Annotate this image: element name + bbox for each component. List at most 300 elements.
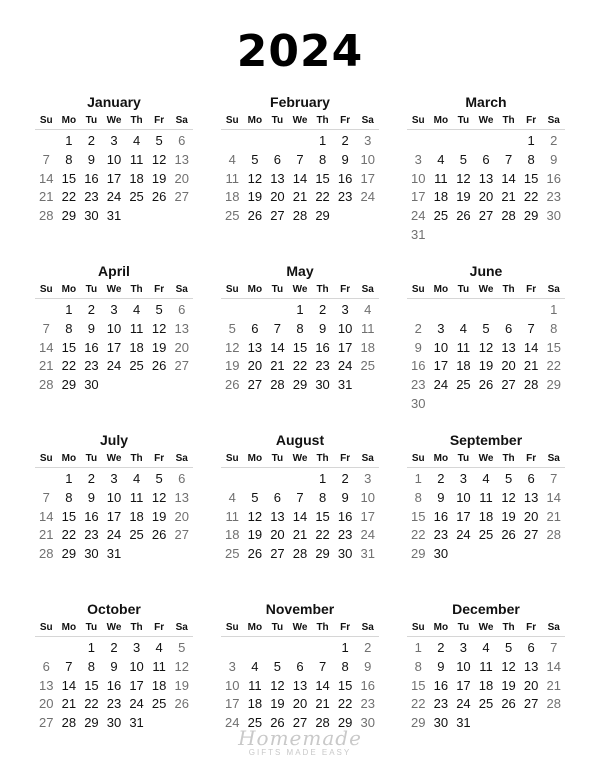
- day-cell: 16: [360, 677, 375, 693]
- month-name: August: [275, 432, 325, 448]
- empty-cell: [430, 301, 453, 320]
- weekday-label: Tu: [271, 453, 284, 464]
- day-cell: 4: [228, 489, 236, 505]
- day-grid: [221, 468, 379, 564]
- month-september: [407, 430, 565, 599]
- day-cell: 2: [318, 302, 327, 317]
- day-cell: 10: [360, 151, 375, 167]
- day-cell: 25: [433, 208, 449, 224]
- logo-script-text: Homemade: [238, 726, 362, 750]
- day-cell: 26: [478, 377, 494, 393]
- day-cell: 13: [523, 658, 539, 674]
- weekday-label: Fr: [154, 622, 165, 633]
- day-cell: 18: [360, 339, 375, 355]
- day-cell: 26: [501, 527, 516, 543]
- month-february: [221, 92, 379, 261]
- day-cell: 6: [178, 133, 186, 148]
- day-cell: 22: [315, 527, 330, 543]
- day-cell: 2: [437, 640, 445, 655]
- day-cell: 4: [132, 471, 141, 486]
- weekday-header: [221, 283, 379, 299]
- day-cell: 26: [247, 546, 263, 562]
- day-cell: 15: [61, 170, 77, 186]
- day-cell: 23: [411, 377, 426, 393]
- weekday-label: Fr: [526, 453, 537, 464]
- day-cell: 20: [39, 696, 54, 712]
- day-cell: 7: [296, 489, 304, 505]
- weekday-label: Fr: [526, 622, 537, 633]
- day-cell: 30: [337, 546, 353, 562]
- day-cell: 21: [292, 527, 308, 543]
- day-cell: 10: [433, 339, 449, 355]
- day-cell: 20: [270, 189, 285, 205]
- day-cell: 26: [151, 189, 167, 205]
- day-cell: 17: [456, 677, 471, 693]
- empty-cell: [289, 639, 312, 658]
- day-cell: 5: [504, 640, 513, 655]
- day-cell: 15: [61, 508, 77, 524]
- day-cell: 4: [132, 302, 141, 317]
- day-cell: 22: [61, 527, 77, 543]
- day-cell: 17: [411, 189, 426, 205]
- day-cell: 28: [39, 546, 54, 562]
- month-name: October: [87, 601, 141, 617]
- day-cell: 8: [87, 658, 96, 674]
- day-cell: 1: [87, 640, 96, 655]
- empty-cell: [289, 132, 312, 151]
- day-cell: 13: [270, 170, 285, 186]
- day-cell: 5: [482, 320, 490, 336]
- weekday-label: We: [292, 115, 308, 126]
- day-cell: 28: [546, 696, 561, 712]
- day-cell: 20: [523, 677, 539, 693]
- weekday-label: Su: [39, 622, 53, 633]
- weekday-label: We: [292, 622, 308, 633]
- weekday-header: [221, 114, 379, 130]
- day-cell: 8: [341, 658, 349, 674]
- day-cell: 19: [478, 358, 494, 374]
- day-cell: 28: [61, 715, 77, 731]
- day-cell: 25: [456, 377, 471, 393]
- weekday-label: Mo: [433, 115, 449, 126]
- day-cell: 19: [247, 189, 263, 205]
- day-cell: 12: [225, 339, 240, 355]
- day-cell: 26: [456, 208, 471, 224]
- day-cell: 13: [501, 339, 516, 355]
- day-cell: 12: [456, 170, 471, 186]
- day-cell: 3: [110, 302, 118, 317]
- weekday-label: Tu: [271, 115, 284, 126]
- day-cell: 26: [174, 696, 189, 712]
- empty-cell: [452, 132, 475, 151]
- day-cell: 24: [106, 527, 122, 543]
- day-cell: 20: [174, 170, 189, 186]
- empty-cell: [266, 132, 289, 151]
- weekday-label: Sa: [547, 622, 560, 633]
- day-cell: 3: [228, 658, 236, 674]
- weekday-label: Fr: [154, 284, 165, 295]
- day-cell: 5: [155, 302, 163, 317]
- day-cell: 30: [84, 546, 99, 562]
- weekday-label: Su: [411, 115, 425, 126]
- day-cell: 7: [42, 151, 50, 167]
- weekday-label: Tu: [271, 622, 284, 633]
- empty-cell: [35, 639, 58, 658]
- day-cell: 10: [225, 677, 240, 693]
- day-cell: 31: [360, 546, 375, 562]
- weekday-label: Tu: [271, 284, 284, 295]
- month-june: [407, 261, 565, 430]
- day-cell: 5: [251, 489, 259, 505]
- day-cell: 22: [546, 358, 561, 374]
- month-name: May: [286, 263, 314, 279]
- day-cell: 18: [478, 677, 494, 693]
- day-cell: 11: [479, 489, 493, 505]
- day-cell: 7: [42, 320, 50, 336]
- day-cell: 16: [433, 677, 449, 693]
- weekday-label: Mo: [61, 622, 77, 633]
- empty-cell: [266, 639, 289, 658]
- day-cell: 27: [174, 527, 189, 543]
- day-cell: 24: [106, 189, 122, 205]
- day-cell: 11: [225, 170, 240, 186]
- day-cell: 26: [247, 208, 263, 224]
- day-cell: 11: [129, 489, 144, 505]
- day-cell: 22: [315, 189, 330, 205]
- day-cell: 11: [248, 677, 262, 693]
- day-cell: 9: [341, 151, 349, 167]
- day-grid: [35, 130, 193, 226]
- day-cell: 6: [527, 640, 535, 655]
- day-cell: 4: [482, 640, 490, 655]
- day-cell: 25: [129, 189, 144, 205]
- empty-cell: [266, 301, 289, 320]
- day-cell: 18: [456, 358, 471, 374]
- weekday-label: We: [106, 115, 122, 126]
- weekday-label: Sa: [547, 115, 560, 126]
- day-cell: 23: [84, 189, 99, 205]
- day-cell: 29: [411, 546, 426, 562]
- day-cell: 17: [337, 339, 353, 355]
- weekday-label: Sa: [175, 453, 188, 464]
- day-cell: 3: [110, 471, 118, 486]
- day-cell: 9: [87, 151, 96, 167]
- weekday-label: Su: [411, 284, 425, 295]
- day-grid: [221, 130, 379, 226]
- day-cell: 6: [42, 658, 50, 674]
- day-cell: 11: [129, 151, 144, 167]
- day-cell: 25: [478, 696, 494, 712]
- day-cell: 20: [247, 358, 263, 374]
- month-name: January: [87, 94, 141, 110]
- day-cell: 23: [546, 189, 561, 205]
- day-cell: 27: [523, 696, 539, 712]
- day-cell: 30: [411, 395, 426, 411]
- day-cell: 9: [364, 658, 372, 674]
- weekday-label: Fr: [340, 284, 351, 295]
- day-cell: 5: [251, 151, 259, 167]
- day-cell: 29: [337, 715, 353, 731]
- weekday-label: Th: [316, 453, 329, 464]
- day-cell: 3: [132, 640, 141, 655]
- day-cell: 23: [360, 696, 375, 712]
- empty-cell: [221, 639, 244, 658]
- day-cell: 16: [84, 508, 99, 524]
- day-cell: 6: [527, 471, 535, 486]
- day-cell: 1: [414, 640, 422, 655]
- day-cell: 31: [456, 715, 471, 731]
- logo-tagline: GIFTS MADE EASY: [248, 748, 352, 757]
- day-cell: 19: [501, 508, 516, 524]
- day-cell: 20: [270, 527, 285, 543]
- day-cell: 18: [129, 508, 144, 524]
- day-cell: 21: [39, 189, 54, 205]
- day-cell: 25: [360, 358, 375, 374]
- day-cell: 9: [341, 489, 349, 505]
- day-cell: 21: [39, 358, 54, 374]
- day-cell: 9: [414, 339, 422, 355]
- day-cell: 28: [546, 527, 561, 543]
- day-cell: 25: [129, 527, 144, 543]
- weekday-header: [407, 621, 565, 637]
- day-cell: 11: [225, 508, 240, 524]
- weekday-label: Mo: [247, 284, 263, 295]
- day-cell: 6: [482, 151, 490, 167]
- day-cell: 23: [84, 358, 99, 374]
- weekday-label: Th: [502, 453, 515, 464]
- weekday-label: Mo: [433, 453, 449, 464]
- weekday-label: We: [478, 284, 494, 295]
- day-cell: 6: [178, 302, 186, 317]
- empty-cell: [244, 301, 267, 320]
- day-cell: 16: [433, 508, 449, 524]
- day-cell: 24: [456, 696, 471, 712]
- month-name: June: [469, 263, 503, 279]
- month-august: [221, 430, 379, 599]
- day-cell: 28: [270, 377, 285, 393]
- day-cell: 9: [318, 320, 327, 336]
- weekday-label: Fr: [526, 284, 537, 295]
- weekday-label: Fr: [340, 453, 351, 464]
- day-cell: 13: [247, 339, 263, 355]
- weekday-label: Sa: [175, 115, 188, 126]
- day-cell: 11: [360, 320, 375, 336]
- day-cell: 28: [39, 377, 54, 393]
- calendar-grid: [35, 92, 565, 768]
- weekday-label: Fr: [154, 115, 165, 126]
- weekday-label: Th: [316, 284, 329, 295]
- day-cell: 5: [504, 471, 513, 486]
- day-cell: 12: [478, 339, 494, 355]
- day-cell: 31: [337, 377, 353, 393]
- day-cell: 12: [151, 320, 167, 336]
- empty-cell: [35, 132, 58, 151]
- day-cell: 20: [174, 508, 189, 524]
- day-cell: 10: [106, 489, 122, 505]
- day-cell: 27: [174, 189, 189, 205]
- day-cell: 8: [414, 489, 422, 505]
- weekday-label: Th: [130, 622, 143, 633]
- day-cell: 11: [434, 170, 448, 186]
- day-cell: 8: [318, 151, 327, 167]
- day-cell: 2: [341, 133, 349, 148]
- day-cell: 30: [84, 208, 99, 224]
- day-grid: [407, 130, 565, 245]
- weekday-label: Tu: [85, 284, 98, 295]
- day-cell: 11: [479, 658, 493, 674]
- day-cell: 23: [106, 696, 122, 712]
- day-cell: 13: [523, 489, 539, 505]
- day-cell: 30: [433, 546, 449, 562]
- day-cell: 14: [315, 677, 330, 693]
- day-cell: 7: [42, 489, 50, 505]
- day-cell: 22: [411, 527, 426, 543]
- day-cell: 7: [504, 151, 513, 167]
- day-cell: 26: [151, 358, 167, 374]
- day-cell: 4: [251, 658, 259, 674]
- day-cell: 13: [478, 170, 494, 186]
- empty-cell: [430, 132, 453, 151]
- year-title: 2024: [236, 26, 364, 77]
- day-cell: 17: [225, 696, 240, 712]
- day-cell: 24: [129, 696, 144, 712]
- day-cell: 31: [129, 715, 144, 731]
- day-cell: 30: [106, 715, 122, 731]
- day-cell: 8: [550, 320, 558, 336]
- weekday-label: Sa: [361, 284, 374, 295]
- day-cell: 15: [315, 170, 330, 186]
- day-cell: 24: [411, 208, 426, 224]
- day-cell: 2: [87, 471, 96, 486]
- day-cell: 3: [414, 151, 422, 167]
- day-cell: 10: [106, 151, 122, 167]
- day-cell: 15: [411, 508, 426, 524]
- day-cell: 21: [501, 189, 516, 205]
- weekday-label: Th: [316, 622, 329, 633]
- day-cell: 11: [152, 658, 166, 674]
- day-cell: 16: [546, 170, 561, 186]
- day-cell: 22: [84, 696, 99, 712]
- day-grid: [221, 637, 379, 733]
- day-grid: [221, 299, 379, 395]
- day-cell: 29: [546, 377, 561, 393]
- day-cell: 21: [315, 696, 330, 712]
- day-cell: 14: [523, 339, 539, 355]
- day-cell: 17: [106, 508, 122, 524]
- weekday-label: Th: [130, 284, 143, 295]
- day-cell: 20: [174, 339, 189, 355]
- day-cell: 1: [296, 302, 304, 317]
- day-cell: 21: [292, 189, 308, 205]
- day-cell: 24: [337, 358, 353, 374]
- weekday-label: Th: [130, 115, 143, 126]
- day-cell: 21: [39, 527, 54, 543]
- weekday-label: Su: [225, 622, 239, 633]
- day-cell: 20: [501, 358, 516, 374]
- day-cell: 29: [315, 546, 330, 562]
- day-cell: 4: [437, 151, 445, 167]
- day-cell: 8: [527, 151, 535, 167]
- empty-cell: [221, 470, 244, 489]
- day-cell: 12: [270, 677, 285, 693]
- day-cell: 13: [174, 489, 189, 505]
- weekday-label: Su: [225, 453, 239, 464]
- day-cell: 7: [296, 151, 304, 167]
- weekday-label: Th: [502, 284, 515, 295]
- day-cell: 24: [106, 358, 122, 374]
- day-cell: 24: [360, 189, 375, 205]
- weekday-label: We: [292, 284, 308, 295]
- day-cell: 21: [523, 358, 539, 374]
- weekday-label: Mo: [61, 115, 77, 126]
- weekday-label: Tu: [457, 115, 470, 126]
- day-grid: [35, 299, 193, 395]
- day-cell: 5: [155, 471, 163, 486]
- day-cell: 19: [501, 677, 516, 693]
- day-cell: 16: [337, 170, 353, 186]
- day-cell: 13: [270, 508, 285, 524]
- day-cell: 27: [39, 715, 54, 731]
- day-cell: 2: [550, 133, 558, 148]
- day-cell: 4: [155, 640, 163, 655]
- day-cell: 31: [411, 226, 426, 242]
- day-cell: 13: [292, 677, 308, 693]
- empty-cell: [35, 470, 58, 489]
- month-name: April: [98, 263, 130, 279]
- day-cell: 5: [459, 151, 468, 167]
- day-cell: 3: [364, 133, 372, 148]
- empty-cell: [475, 132, 498, 151]
- weekday-header: [35, 452, 193, 468]
- weekday-label: Tu: [85, 115, 98, 126]
- day-cell: 3: [437, 320, 445, 336]
- day-cell: 17: [360, 170, 375, 186]
- day-cell: 2: [364, 640, 372, 655]
- day-cell: 25: [151, 696, 167, 712]
- day-cell: 23: [433, 527, 449, 543]
- day-cell: 14: [546, 489, 561, 505]
- day-cell: 28: [292, 208, 308, 224]
- day-cell: 8: [414, 658, 422, 674]
- day-cell: 10: [411, 170, 426, 186]
- day-cell: 19: [174, 677, 189, 693]
- day-cell: 18: [433, 189, 449, 205]
- day-cell: 14: [39, 170, 54, 186]
- day-cell: 1: [527, 133, 535, 148]
- day-cell: 9: [110, 658, 118, 674]
- weekday-label: Mo: [61, 284, 77, 295]
- weekday-header: [407, 114, 565, 130]
- day-cell: 26: [151, 527, 167, 543]
- day-cell: 22: [411, 696, 426, 712]
- month-name: December: [452, 601, 520, 617]
- day-cell: 16: [84, 170, 99, 186]
- weekday-label: We: [106, 453, 122, 464]
- day-cell: 23: [337, 527, 353, 543]
- weekday-label: Su: [225, 284, 239, 295]
- day-cell: 24: [360, 527, 375, 543]
- weekday-label: Mo: [247, 622, 263, 633]
- day-cell: 15: [61, 339, 77, 355]
- weekday-label: Fr: [340, 115, 351, 126]
- weekday-label: Fr: [526, 115, 537, 126]
- day-cell: 28: [315, 715, 330, 731]
- day-cell: 13: [174, 320, 189, 336]
- weekday-label: Sa: [175, 284, 188, 295]
- empty-cell: [244, 132, 267, 151]
- day-cell: 19: [151, 508, 167, 524]
- day-cell: 18: [478, 508, 494, 524]
